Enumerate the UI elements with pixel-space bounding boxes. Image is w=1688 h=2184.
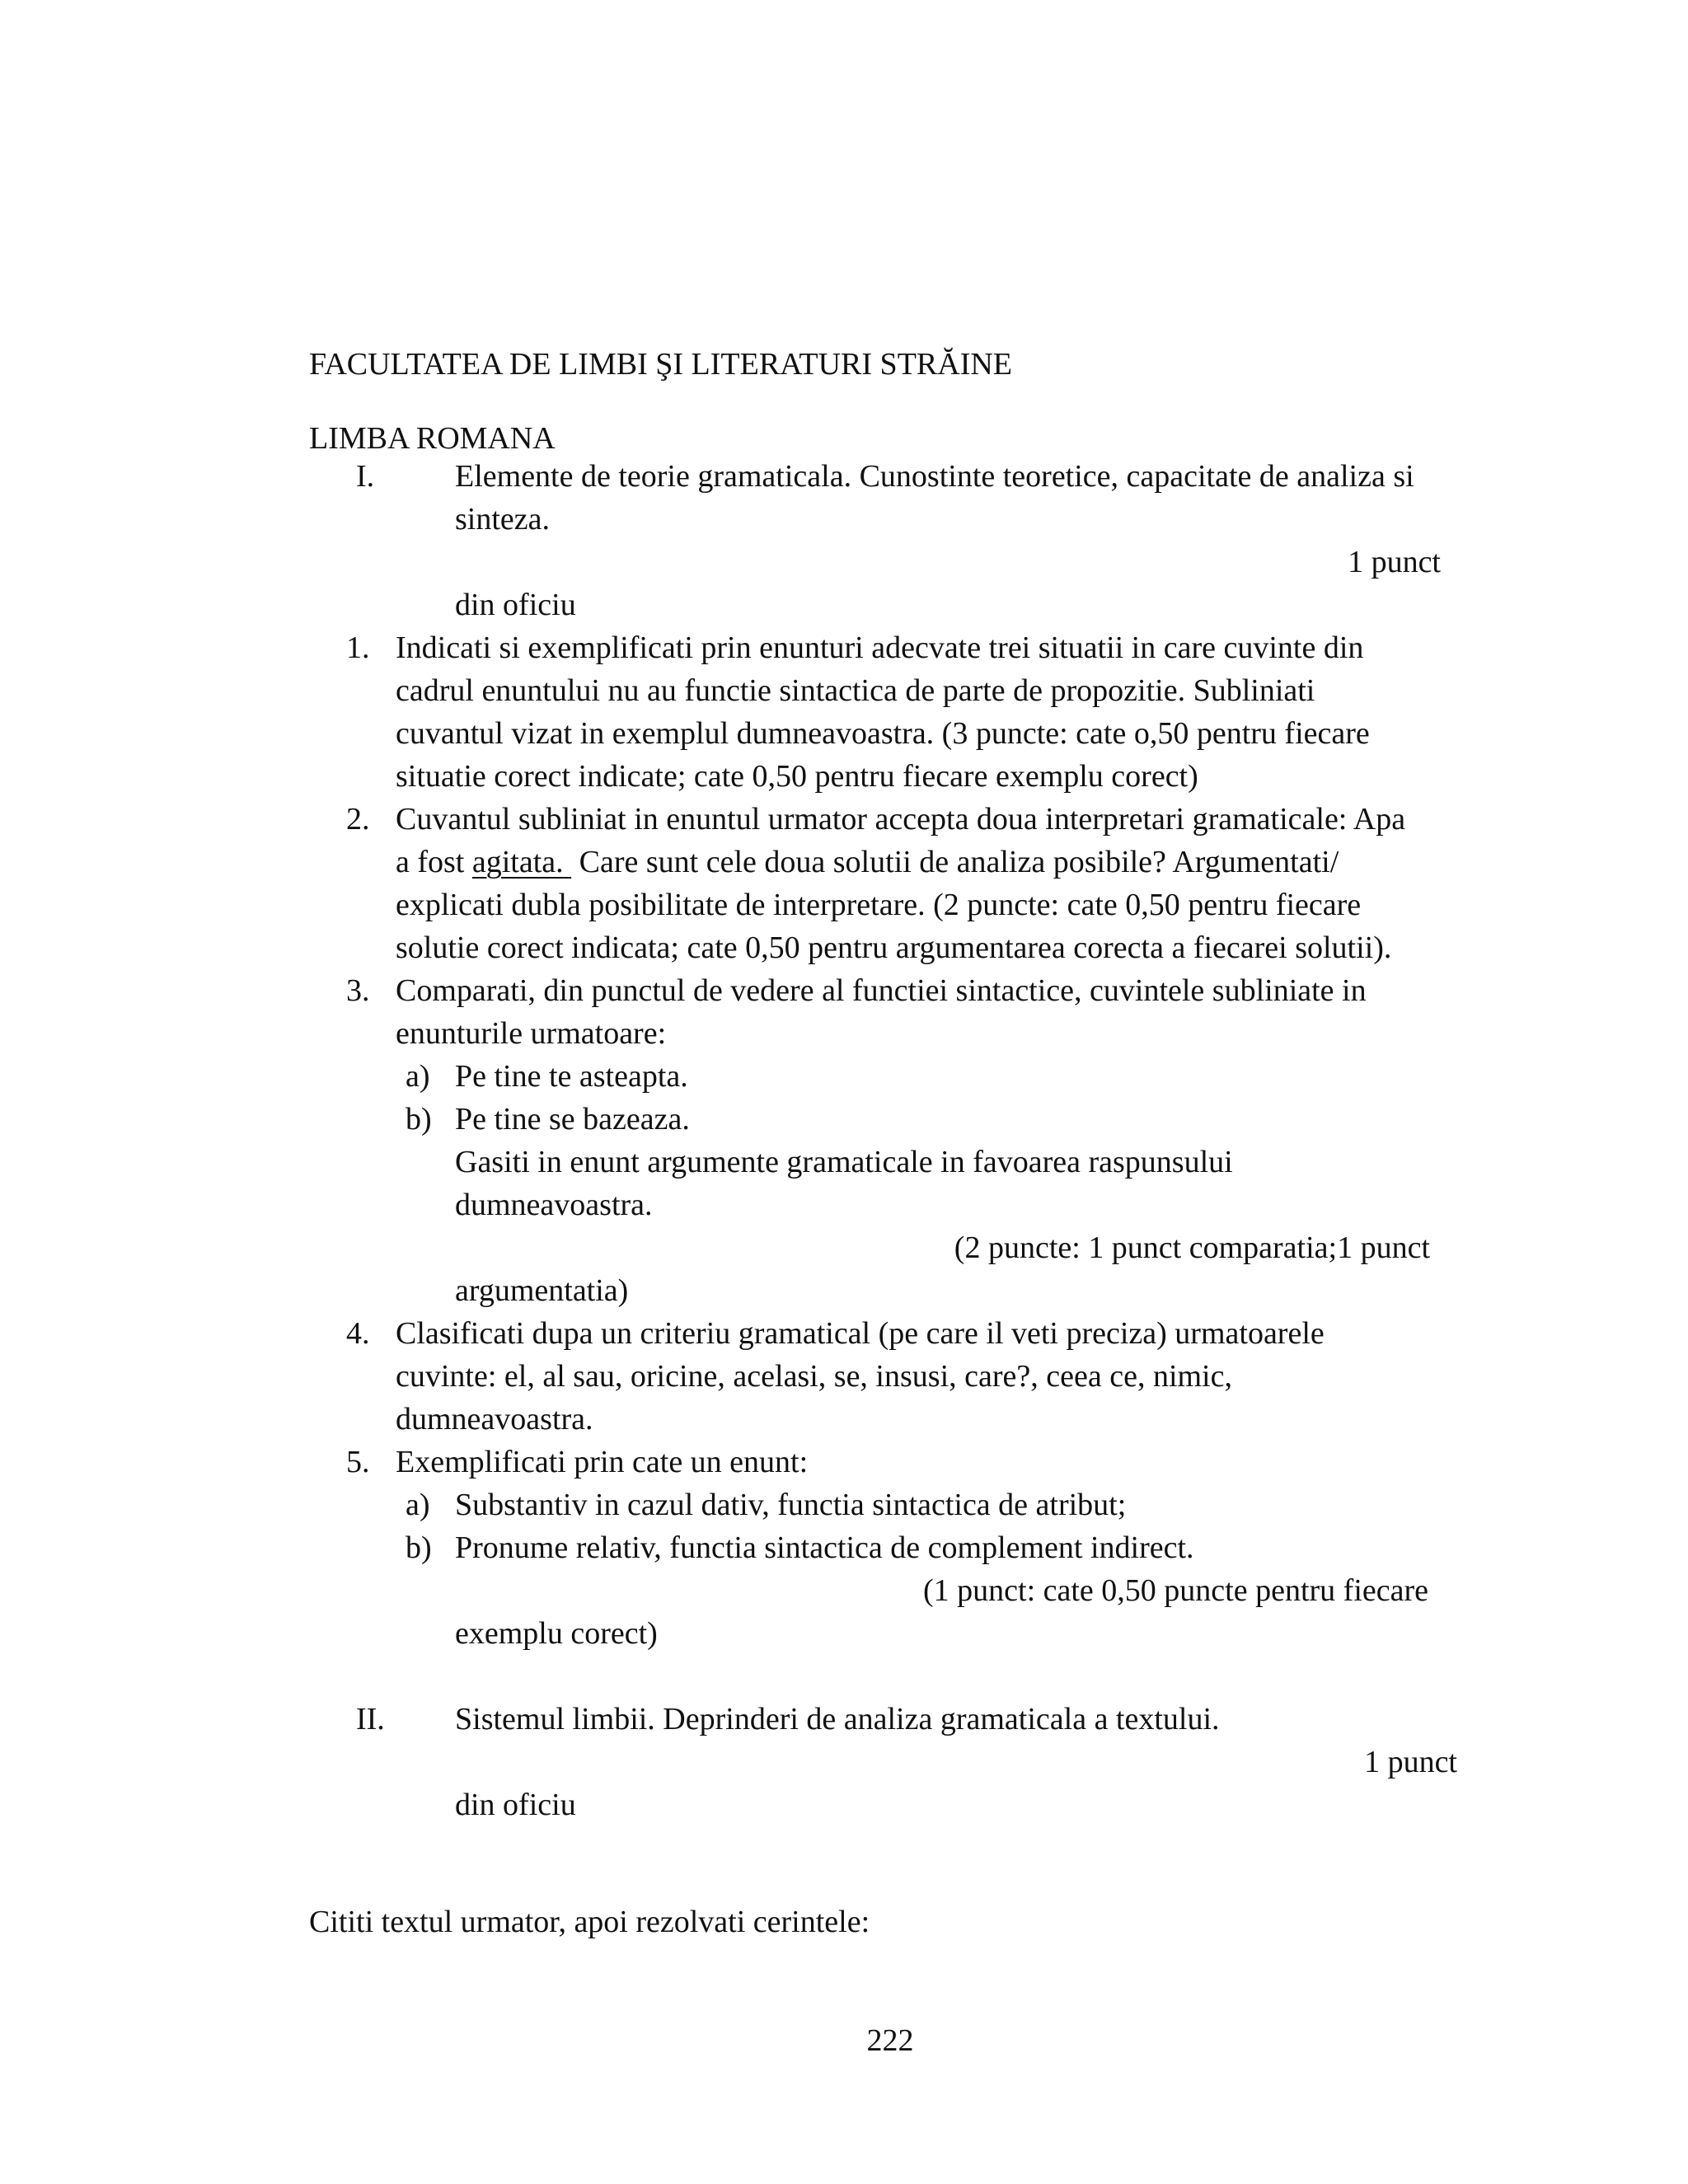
item-1-number: 1. <box>346 630 370 665</box>
subitem-label: b) <box>406 1530 432 1565</box>
item-2-number: 2. <box>346 802 370 837</box>
section-1-numeral: I. <box>356 459 375 494</box>
section-1-title-line-1: Elemente de teorie gramaticala. Cunostinte teoretice, capacitate de analiza si <box>455 459 1414 494</box>
item-3-line: enunturile urmatoare: <box>396 1016 667 1051</box>
item-1-line: Indicati si exemplificati prin enunturi adecvate trei situatii in care cuvinte din <box>396 630 1364 665</box>
faculty-title: FACULTATEA DE LIMBI ŞI LITERATURI STRĂINE <box>309 347 1012 382</box>
section-1-points: 1 punct <box>1348 545 1441 579</box>
subitem-label: b) <box>406 1102 432 1137</box>
item-2-line-end: Care sunt cele doua solutii de analiza posibile? Argumentati/ <box>571 845 1339 879</box>
item-3-note: dumneavoastra. <box>455 1188 653 1222</box>
item-4-line: Clasificati dupa un criteriu gramatical (pe care il veti preciza) urmatoarele <box>396 1316 1325 1351</box>
item-5-points-cont: exemplu corect) <box>455 1616 658 1651</box>
item-2-line: Cuvantul subliniat in enuntul urmator accepta doua interpretari gramaticale: Apa <box>396 802 1406 837</box>
section-2-points: 1 punct <box>1364 1745 1457 1779</box>
subitem-text: Pronume relativ, functia sintactica de complement indirect. <box>455 1530 1194 1565</box>
item-4-number: 4. <box>346 1316 370 1351</box>
item-5-number: 5. <box>346 1445 370 1479</box>
section-2-title: Sistemul limbii. Deprinderi de analiza gramaticala a textului. <box>455 1702 1220 1736</box>
item-4-line: dumneavoastra. <box>396 1402 593 1436</box>
subitem-label: a) <box>406 1488 430 1522</box>
section-2-points-cont: din oficiu <box>455 1788 576 1822</box>
item-2-line: explicati dubla posibilitate de interpretare. (2 puncte: cate 0,50 pentru fiecare <box>396 888 1362 922</box>
instruction-text: Cititi textul urmator, apoi rezolvati cerintele: <box>309 1905 870 1939</box>
item-1-line: cadrul enuntului nu au functie sintactica de parte de propozitie. Subliniati <box>396 673 1315 708</box>
item-2-line-start: a fost <box>396 845 472 879</box>
underlined-word: agitata. <box>471 845 572 879</box>
section-1-points-cont: din oficiu <box>455 588 576 622</box>
subitem-text: Substantiv in cazul dativ, functia sintactica de atribut; <box>455 1488 1127 1522</box>
item-1-line: cuvantul vizat in exemplul dumneavoastra. (3 puncte: cate o,50 pentru fiecare <box>396 716 1370 751</box>
item-1-line: situatie corect indicate; cate 0,50 pentru fiecare exemplu corect) <box>396 759 1198 794</box>
item-3-number: 3. <box>346 973 370 1008</box>
item-2-line <box>396 841 1339 883</box>
item-3-points-cont: argumentatia) <box>455 1273 629 1308</box>
item-5-points: (1 punct: cate 0,50 puncte pentru fiecare <box>923 1573 1428 1608</box>
page-number: 222 <box>866 2023 914 2058</box>
item-3-line: Comparati, din punctul de vedere al functiei sintactice, cuvintele subliniate in <box>396 973 1367 1008</box>
subitem-label: a) <box>406 1059 430 1094</box>
item-5-line: Exemplificati prin cate un enunt: <box>396 1445 809 1479</box>
section-2-numeral: II. <box>356 1702 385 1736</box>
item-4-line: cuvinte: el, al sau, oricine, acelasi, se, insusi, care?, ceea ce, nimic, <box>396 1359 1232 1394</box>
item-3-points: (2 puncte: 1 punct comparatia;1 punct <box>954 1230 1430 1265</box>
section-1-title-line-2: sinteza. <box>455 502 551 537</box>
item-2-line: solutie corect indicata; cate 0,50 pentru argumentarea corecta a fiecarei solutii). <box>396 930 1392 965</box>
subject-title: LIMBA ROMANA <box>309 421 556 456</box>
subitem-text: Pe tine te asteapta. <box>455 1059 688 1094</box>
item-3-note: Gasiti in enunt argumente gramaticale in favoarea raspunsului <box>455 1145 1233 1179</box>
subitem-text: Pe tine se bazeaza. <box>455 1102 690 1137</box>
